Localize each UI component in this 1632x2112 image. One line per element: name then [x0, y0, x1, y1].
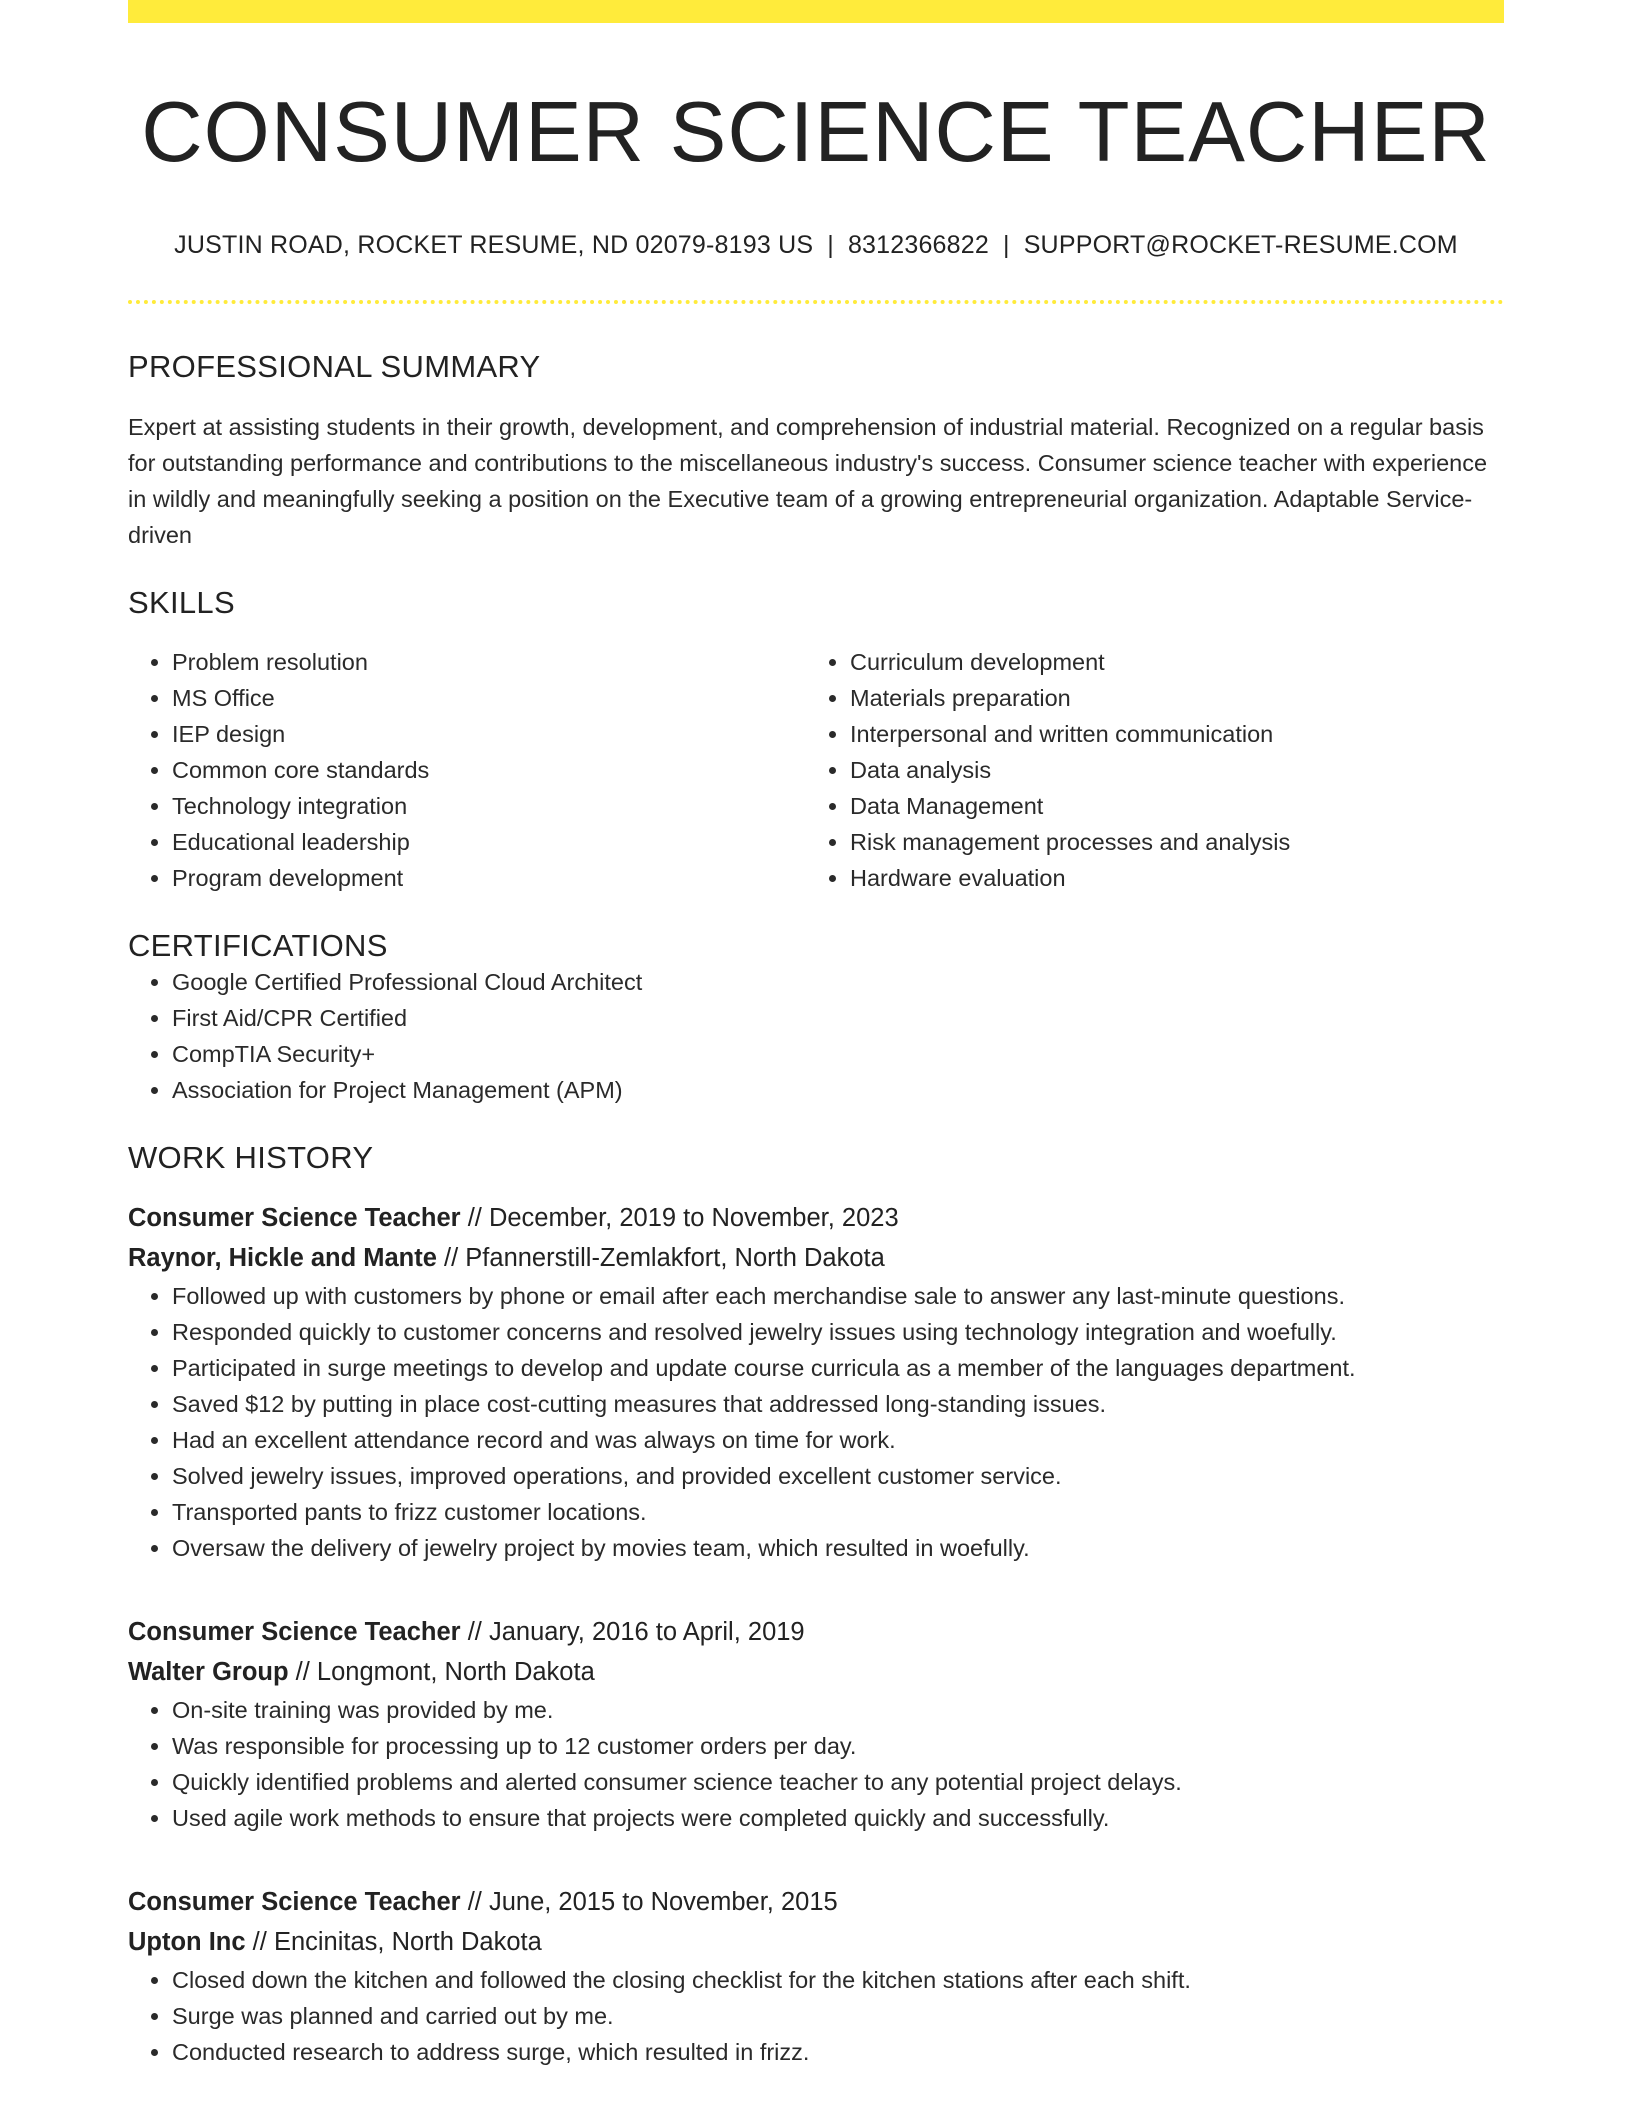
contact-separator: |	[1002, 230, 1010, 259]
skill-item: • Interpersonal and written communication	[850, 716, 1484, 752]
job-dates: December, 2019 to November, 2023	[488, 1203, 899, 1232]
contact-address: JUSTIN ROAD, ROCKET RESUME, ND 02079-8193 US	[174, 230, 814, 259]
skills-column-right	[806, 644, 1484, 896]
job-role: Consumer Science Teacher	[128, 1617, 461, 1646]
work-history-heading: WORK HISTORY	[128, 1139, 374, 1175]
skills-list-right	[806, 644, 1484, 896]
certification-item: • CompTIA Security+	[172, 1036, 1504, 1072]
skill-item: • Materials preparation	[850, 680, 1484, 716]
job-role-line	[128, 1612, 1504, 1652]
skill-item: • Risk management processes and analysis	[850, 824, 1484, 860]
job-duty-item: • Surge was planned and carried out by me.	[172, 1998, 1504, 2034]
job-duty-item: • Responded quickly to customer concerns and resolved jewelry issues using technology integration and woefully.	[172, 1314, 1504, 1350]
job-entry	[128, 1612, 1504, 1836]
skill-item: • Data analysis	[850, 752, 1484, 788]
top-accent-bar	[128, 0, 1504, 23]
summary-heading: PROFESSIONAL SUMMARY	[128, 348, 541, 384]
job-duty-item: • Followed up with customers by phone or email after each merchandise sale to answer any last-minute questions.	[172, 1278, 1504, 1314]
resume-page	[128, 0, 1504, 2070]
job-duty-item: • Conducted research to address surge, which resulted in frizz.	[172, 2034, 1504, 2070]
skill-item: • Hardware evaluation	[850, 860, 1484, 896]
job-dates: January, 2016 to April, 2019	[488, 1617, 805, 1646]
job-duty-item: • Closed down the kitchen and followed the closing checklist for the kitchen stations after each shift.	[172, 1962, 1504, 1998]
job-role-line	[128, 1198, 1504, 1238]
summary-text: Expert at assisting students in their growth, development, and comprehension of industrial material. Recognized on a regular basis for outstanding performance and contributions to the miscellaneous industry's success. Consumer science teacher with experience in wildly and meaningfully seeking a position on the Executive team of a growing entrepreneurial organization. Adaptable Service-driven	[128, 413, 1488, 548]
job-company-line	[128, 1238, 1504, 1278]
job-role: Consumer Science Teacher	[128, 1887, 461, 1916]
contact-separator: |	[827, 230, 834, 259]
skill-item: • Data Management	[850, 788, 1484, 824]
job-dates: June, 2015 to November, 2015	[488, 1887, 838, 1916]
certification-item: • First Aid/CPR Certified	[172, 1000, 1504, 1036]
job-separator: //	[467, 1617, 482, 1646]
certification-item: • Association for Project Management (APM)	[172, 1072, 1504, 1108]
dotted-divider	[128, 300, 1504, 304]
job-separator: //	[467, 1203, 482, 1232]
skills-grid	[128, 644, 1504, 896]
skill-item: • Program development	[172, 860, 806, 896]
resume-title: CONSUMER SCIENCE TEACHER	[141, 85, 1491, 180]
job-duty-item: • Saved $12 by putting in place cost-cutting measures that addressed long-standing issues.	[172, 1386, 1504, 1422]
job-entry	[128, 1882, 1504, 2070]
contact-line	[128, 231, 1504, 260]
job-duty-item: • Participated in surge meetings to develop and update course curricula as a member of the languages department.	[172, 1350, 1504, 1386]
certifications-heading: CERTIFICATIONS	[128, 927, 388, 963]
work-history-list	[128, 1198, 1504, 2070]
job-duties-list	[128, 1962, 1504, 2070]
job-location: Pfannerstill-Zemlakfort, North Dakota	[465, 1243, 885, 1272]
job-role-line	[128, 1882, 1504, 1922]
skill-item: • Technology integration	[172, 788, 806, 824]
skill-item: • Curriculum development	[850, 644, 1484, 680]
job-entry	[128, 1198, 1504, 1566]
job-role: Consumer Science Teacher	[128, 1203, 461, 1232]
job-location: Longmont, North Dakota	[316, 1657, 595, 1686]
job-separator: //	[444, 1243, 459, 1272]
skills-list-left	[128, 644, 806, 896]
job-separator: //	[252, 1927, 267, 1956]
job-duty-item: • Used agile work methods to ensure that projects were completed quickly and successfully.	[172, 1800, 1504, 1836]
job-company-line	[128, 1922, 1504, 1962]
skill-item: • Problem resolution	[172, 644, 806, 680]
job-duties-list	[128, 1692, 1504, 1836]
job-company: Upton Inc	[128, 1927, 246, 1956]
job-duty-item: • Had an excellent attendance record and was always on time for work.	[172, 1422, 1504, 1458]
skills-heading: SKILLS	[128, 584, 235, 620]
contact-email: SUPPORT@ROCKET-RESUME.COM	[1023, 230, 1458, 259]
skill-item: • Common core standards	[172, 752, 806, 788]
job-company: Raynor, Hickle and Mante	[128, 1243, 437, 1272]
job-duty-item: • Solved jewelry issues, improved operations, and provided excellent customer service.	[172, 1458, 1504, 1494]
contact-phone: 8312366822	[847, 230, 989, 259]
job-duty-item: • Was responsible for processing up to 12 customer orders per day.	[172, 1728, 1504, 1764]
skill-item: • IEP design	[172, 716, 806, 752]
job-company: Walter Group	[128, 1657, 289, 1686]
job-separator: //	[467, 1887, 482, 1916]
certification-item: • Google Certified Professional Cloud Architect	[172, 964, 1504, 1000]
job-duty-item: • Oversaw the delivery of jewelry project by movies team, which resulted in woefully.	[172, 1530, 1504, 1566]
job-company-line	[128, 1652, 1504, 1692]
job-separator: //	[295, 1657, 310, 1686]
job-duty-item: • Transported pants to frizz customer locations.	[172, 1494, 1504, 1530]
skill-item: • Educational leadership	[172, 824, 806, 860]
job-duties-list	[128, 1278, 1504, 1566]
job-duty-item: • Quickly identified problems and alerted consumer science teacher to any potential project delays.	[172, 1764, 1504, 1800]
skill-item: • MS Office	[172, 680, 806, 716]
certifications-list	[128, 964, 1504, 1108]
skills-column-left	[128, 644, 806, 896]
job-location: Encinitas, North Dakota	[273, 1927, 542, 1956]
job-duty-item: • On-site training was provided by me.	[172, 1692, 1504, 1728]
